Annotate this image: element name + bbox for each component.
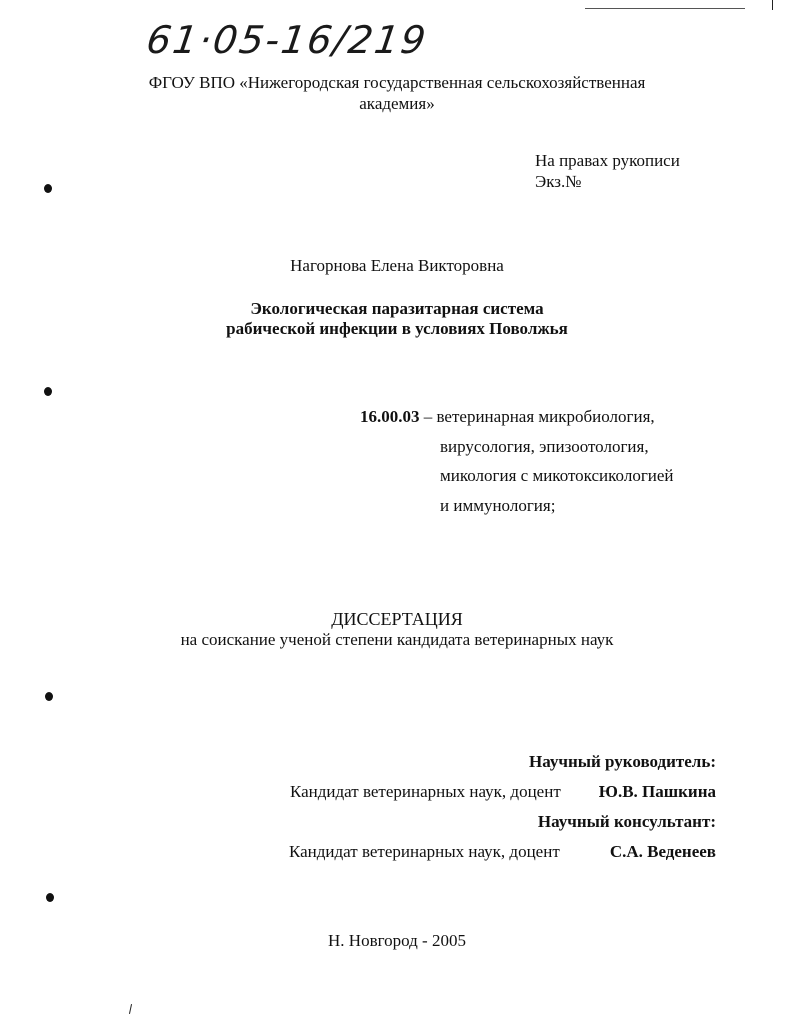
specialty-code: 16.00.03	[360, 407, 420, 426]
consultant-name: С.А. Веденеев	[609, 842, 716, 861]
supervisor-name: Ю.В. Пашкина	[598, 782, 716, 801]
handwritten-archive-number: 61·05-16/219	[143, 18, 431, 62]
dissertation-title-line-2: рабической инфекции в условиях Поволжья	[226, 319, 568, 338]
rights-line-2: Экз.№	[535, 172, 582, 191]
consultant-label: Научный консультант:	[537, 812, 716, 831]
specialty-line-1	[360, 406, 655, 427]
scan-mark-bottom	[129, 1004, 132, 1014]
binding-hole-1	[44, 184, 52, 193]
binding-hole-4	[46, 893, 54, 902]
scan-line-top	[585, 8, 745, 9]
scan-mark-top	[772, 0, 773, 10]
consultant-degree: Кандидат ветеринарных наук, доцент	[289, 842, 560, 861]
specialty-name-part-1: – ветеринарная микробиология,	[419, 407, 655, 426]
binding-hole-2	[44, 387, 52, 396]
dissertation-heading: ДИССЕРТАЦИЯ	[331, 609, 463, 629]
institution-line-2: академия»	[359, 94, 435, 113]
author-name: Нагорнова Елена Викторовна	[290, 256, 504, 275]
institution-line-1: ФГОУ ВПО «Нижегородская государственная сельскохозяйственная	[148, 73, 646, 92]
specialty-line-3: микология с микотоксикологией	[440, 466, 674, 485]
rights-line-1: На правах рукописи	[535, 151, 680, 170]
city-and-year: Н. Новгород - 2005	[328, 931, 466, 950]
dissertation-title-line-1: Экологическая паразитарная система	[250, 299, 544, 318]
dissertation-subtitle: на соискание ученой степени кандидата ветеринарных наук	[180, 630, 614, 649]
binding-hole-3	[45, 692, 53, 701]
supervisor-degree: Кандидат ветеринарных наук, доцент	[290, 782, 561, 801]
specialty-line-2: вирусология, эпизоотология,	[440, 437, 649, 456]
specialty-line-4: и иммунология;	[440, 496, 556, 515]
supervisor-label: Научный руководитель:	[529, 752, 716, 771]
